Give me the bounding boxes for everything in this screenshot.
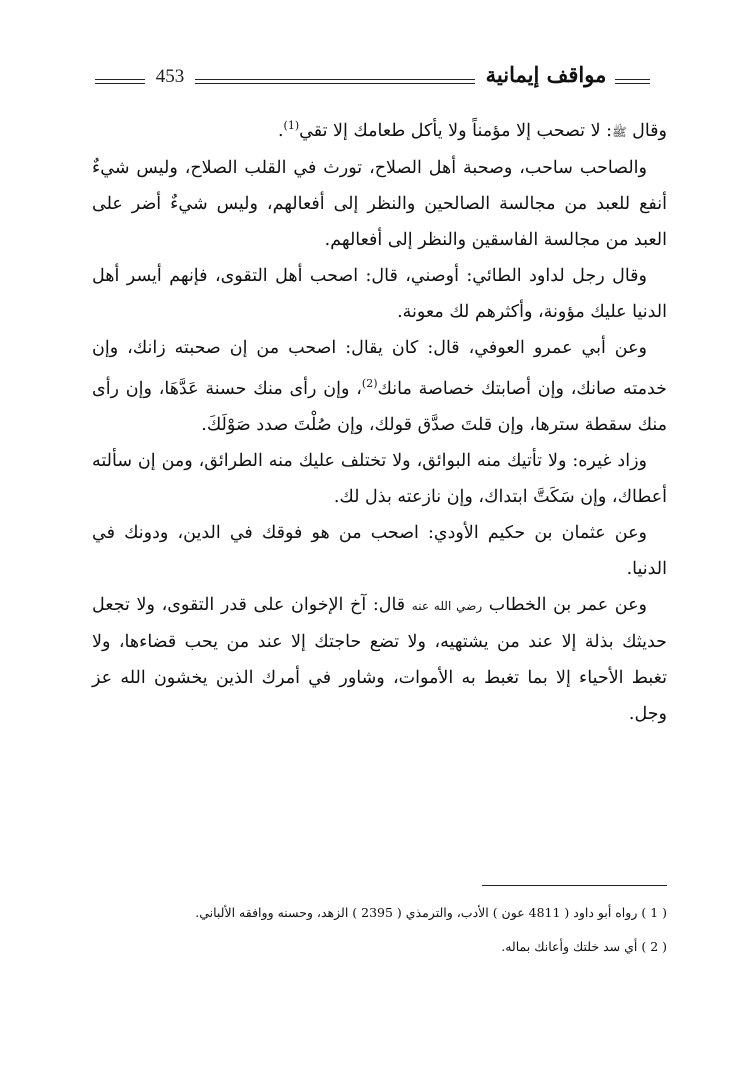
- paragraph-1-text-a: وقال: [626, 120, 667, 141]
- header-rule-right: [615, 79, 650, 84]
- page-number: 453: [155, 66, 185, 87]
- running-title: مواقف إيمانية: [485, 62, 607, 87]
- footnotes: [92, 896, 667, 964]
- paragraph-7-text-b: قال: آخ الإخوان على قدر التقوى، ولا تجعل حديثك بذلة إلا عند من يشتهيه، ولا تضع حاجتك إلا عند من يحب قضاءها، ولا تغبط الأحياء إلا بما تغبط به الأموات، وشاور في أمرك الذين يخشون الله عز وجل.: [92, 594, 667, 724]
- paragraph-5: وزاد غيره: ولا تأتيك منه البوائق، ولا تختلف عليك منه الطرائق، ومن إن سألته أعطاك، وإن سَكَتَّ ابتداك، وإن نازعته بذل لك.: [92, 450, 667, 507]
- paragraph-1-text-b: : لا تصحب إلا مؤمناً ولا يأكل طعامك إلا تقي: [299, 120, 613, 141]
- header-rule-middle: [195, 79, 475, 84]
- paragraph-1-tail: .: [277, 120, 284, 141]
- radiallah-symbol: رضي الله عنه: [411, 598, 483, 613]
- paragraph-3: وقال رجل لداود الطائي: أوصني، قال: اصحب أهل التقوى، فإنهم أيسر أهل الدنيا عليك مؤونة، وأكثرهم لك معونة.: [92, 265, 667, 322]
- paragraph-4: [92, 330, 667, 443]
- paragraph-1: [92, 108, 667, 150]
- paragraph-7: [92, 587, 667, 732]
- main-text: [92, 108, 667, 732]
- header-rule-left: [95, 79, 145, 84]
- footnote-2: ( 2 ) أي سد خلتك وأعانك بماله.: [501, 939, 667, 954]
- footnote-ref-2[interactable]: (2): [361, 376, 378, 390]
- salutation-symbol: ﷺ: [612, 124, 627, 139]
- footnote-ref-1[interactable]: (1): [283, 119, 300, 132]
- paragraph-4-text-a: وعن أبي عمرو العوفي، قال: كان يقال: اصحب من إن صحبته زانك، وإن خدمته صانك، وإن أصابتك خصاصة مانك: [92, 337, 667, 399]
- footnote-1: ( 1 ) رواه أبو داود ( 4811 عون ) الأدب، والترمذي ( 2395 ) الزهد، وحسنه ووافقه الألباني.: [195, 905, 667, 920]
- footnote-separator: [482, 885, 667, 886]
- paragraph-4-text-b: ، وإن رأى منك حسنة عَدَّهَا، وإن رأى منك سقطة سترها، وإن قلتَ صدَّق قولك، وإن صُلْتَ صدد صَوْلَكَ.: [92, 378, 667, 435]
- page-header: [95, 62, 650, 108]
- paragraph-6: وعن عثمان بن حكيم الأودي: اصحب من هو فوقك في الدين، ودونك في الدنيا.: [92, 522, 667, 579]
- paragraph-2: والصاحب ساحب، وصحبة أهل الصلاح، تورث في القلب الصلاح، وليس شيءٌ أنفع للعبد من مجالسة الصالحين والنظر إلى أفعالهم، وليس شيءٌ أضر على العبد من مجالسة الفاسقين والنظر إلى أفعالهم.: [92, 157, 667, 250]
- paragraph-7-text-a: وعن عمر بن الخطاب: [482, 594, 647, 615]
